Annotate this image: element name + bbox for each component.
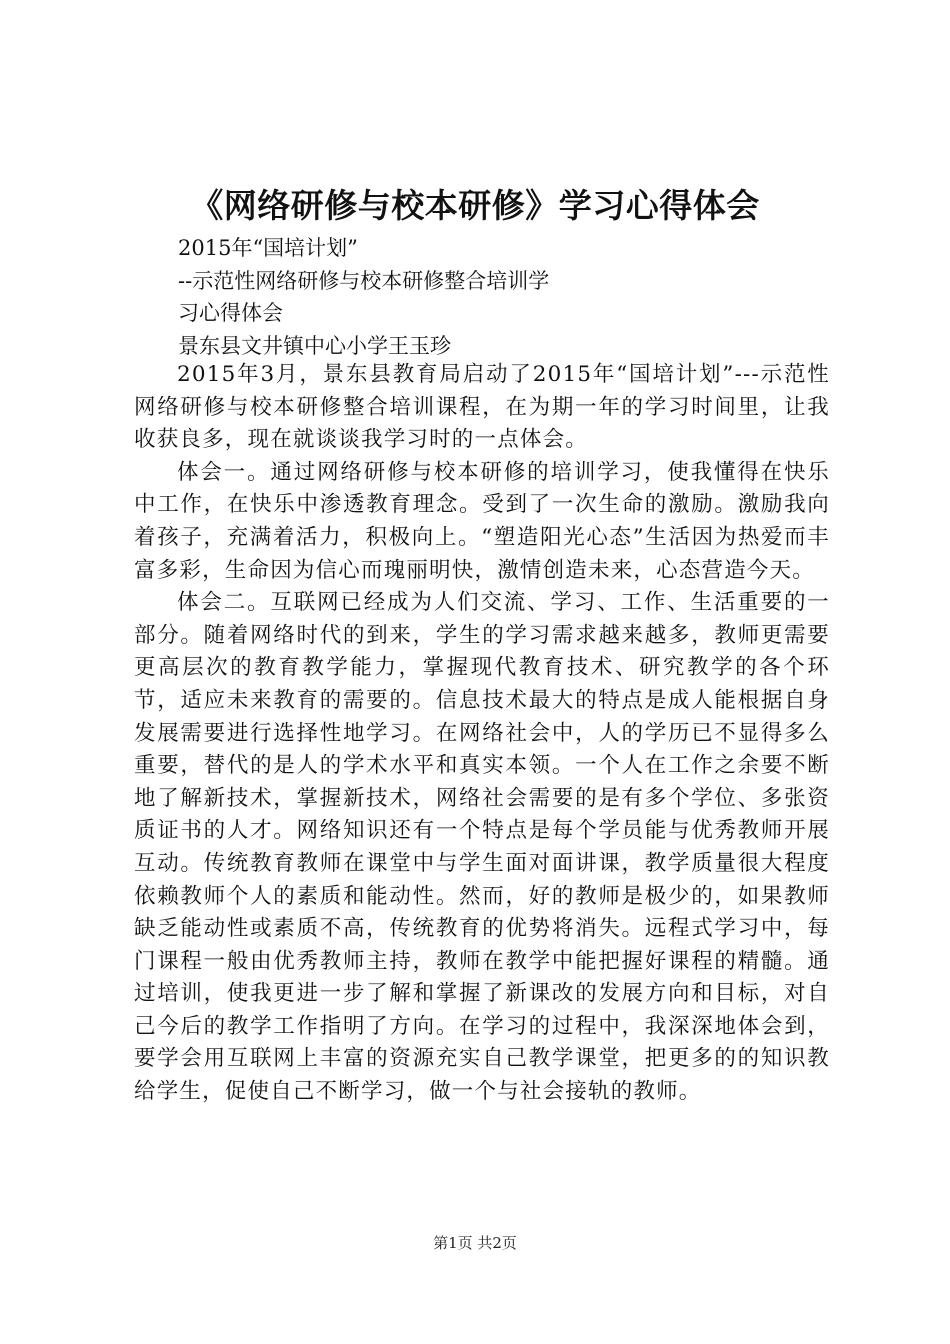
meta-line-program: 2015年“国培计划” xyxy=(178,236,358,260)
paragraph-experience-one: 体会一。通过网络研修与校本研修的培训学习，使我懂得在快乐中工作，在快乐中渗透教育理念。受到了一次生命的激励。激励我向着孩子，充满着活力，积极向上。“塑造阳光心态”生活因为热爱而丰富多彩，生命因为信心而瑰丽明快，激情创造未来，心态营造今天。 xyxy=(134,459,830,583)
document-meta xyxy=(178,232,778,362)
document-body xyxy=(134,359,830,1109)
page-footer: 第1页 共2页 xyxy=(433,1234,517,1252)
paragraph-intro: 2015年3月，景东县教育局启动了2015年“国培计划”---示范性网络研修与校本研修整合培训课程，在为期一年的学习时间里，让我收获良多，现在就谈谈我学习时的一点体会。 xyxy=(134,362,830,453)
document-title: 《网络研修与校本研修》学习心得体会 xyxy=(190,186,760,225)
paragraph-experience-two: 体会二。互联网已经成为人们交流、学习、工作、生活重要的一部分。随着网络时代的到来，学生的学习需求越来越多，教师更需要更高层次的教育教学能力，掌握现代教育技术、研究教学的各个环节，适应未来教育的需要的。信息技术最大的特点是成人能根据自身发展需要进行选择性地学习。在网络社会中，人的学历已不显得多么重要，替代的是人的学术水平和真实本领。一个人在工作之余要不断地了解新技术，掌握新技术，网络社会需要的是有多个学位、多张资质证书的人才。网络知识还有一个特点是每个学员能与优秀教师开展互动。传统教育教师在课堂中与学生面对面讲课，教学质量很大程度依赖教师个人的素质和能动性。然而，好的教师是极少的，如果教师缺乏能动性或素质不高，传统教育的优势将消失。远程式学习中，每门课程一般由优秀教师主持，教师在教学中能把握好课程的精髓。通过培训，使我更进一步了解和掌握了新课改的发展方向和目标，对自己今后的教学工作指明了方向。在学习的过程中，我深深地体会到，要学会用互联网上丰富的资源充实自己教学课堂，把更多的的知识教给学生，促使自己不断学习，做一个与社会接轨的教师。 xyxy=(134,590,830,1105)
meta-line-subtitle: --示范性网络研修与校本研修整合培训学 xyxy=(178,268,550,293)
meta-line-subtitle-cont: 习心得体会 xyxy=(178,301,283,325)
meta-line-author: 景东县文井镇中心小学王玉珍 xyxy=(178,333,451,358)
